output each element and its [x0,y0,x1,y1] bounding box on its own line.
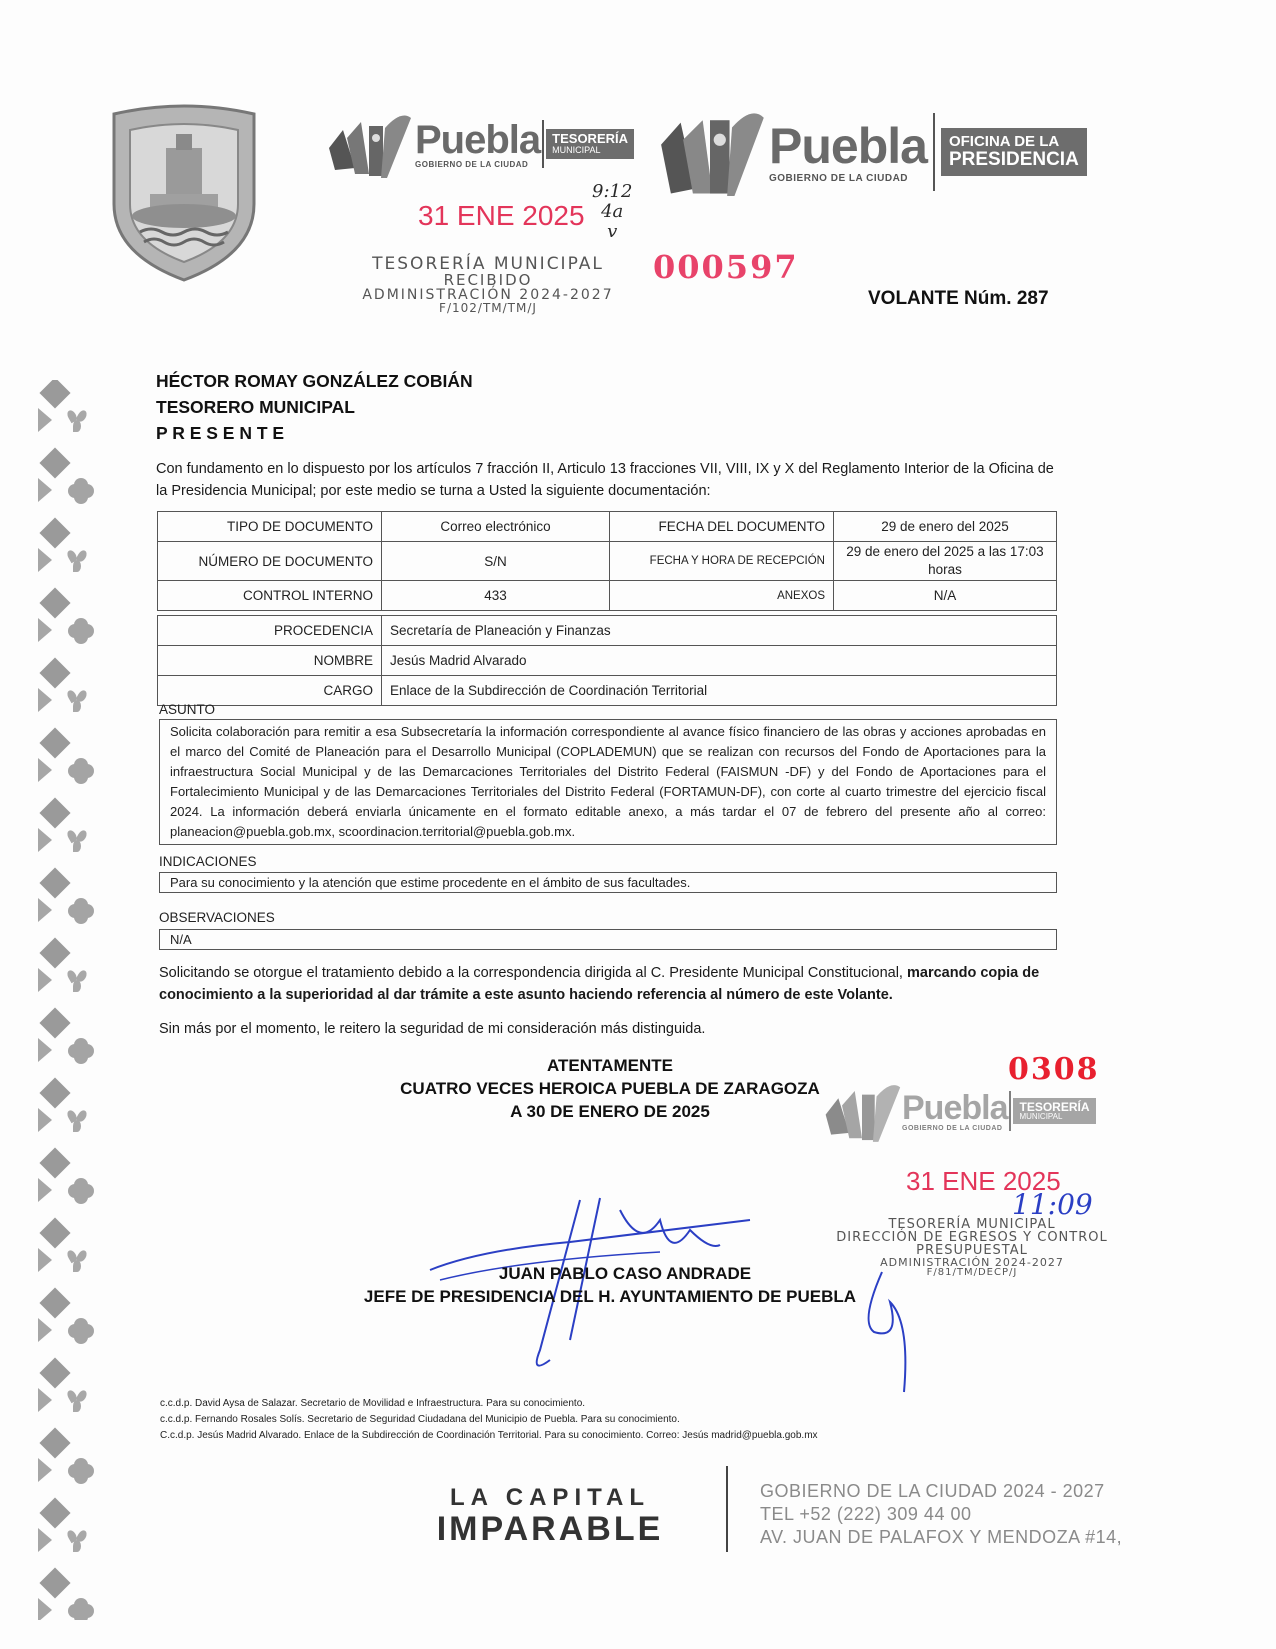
logo-subtitle: GOBIERNO DE LA CIUDAD [415,159,529,169]
table-row: CONTROL INTERNO 433 ANEXOS N/A [158,581,1057,611]
footer-divider [726,1466,728,1552]
folio-number: 000597 [653,248,799,286]
border-motif [38,730,100,800]
logo-subtitle: GOBIERNO DE LA CIUDAD [769,172,909,184]
table-row: TIPO DE DOCUMENTO Correo electrónico FECHA DEL DOCUMENTO 29 de enero del 2025 [158,512,1057,542]
border-motif [38,1220,100,1290]
dept-label-box: OFICINA DE LA PRESIDENCIA [941,128,1087,176]
border-motif [38,1570,100,1620]
asunto-text: Solicita colaboración para remitir a esa Subsecretaría la información correspondiente al avance físico financiero de las obras y acciones aprobadas en el marco del Comité de Planeación para el Desarrollo Municipal (COPLADEMUN) que se realizan con recursos del Fondo de Aportaciones para la infraestructura Social Municipal y de las Demarcaciones Territoriales del Distrito Federal (FAISMUN -DF) y del Fondo de Aportaciones para el Fortalecimiento Municipal y de las Demarcaciones Territoriales del Distrito Federal (FORTAMUN-DF), con corte al cuarto trimestre del ejercicio fiscal 2024. La información deberá enviarla únicamente en el formato editable anexo, a más tardar el 07 de febrero del presente año al correo: planeacion@puebla.gob.mx, scoordinacion.territorial@puebla.gob.mx. [159,719,1057,845]
table-row: PROCEDENCIA Secretaría de Planeación y Finanzas [158,616,1057,646]
indicaciones-text: Para su conocimiento y la atención que estime procedente en el ámbito de sus facultades. [159,872,1057,893]
decorative-side-border [38,380,100,1620]
handwritten-time: 11:09 [1012,1188,1093,1221]
recipient-name: HÉCTOR ROMAY GONZÁLEZ COBIÁN [156,371,473,391]
farewell-paragraph: Sin más por el momento, le reitero la seguridad de mi consideración más distinguida. [159,1021,706,1037]
tesoreria-logo [325,108,634,180]
puebla-wordmark: Puebla [769,117,927,174]
document-info-table [157,511,1057,611]
sign-off-block: ATENTAMENTE CUATRO VECES HEROICA PUEBLA DE ZARAGOZA A 30 DE ENERO DE 2025 [400,1056,820,1121]
received-stamp: TESORERÍA MUNICIPAL RECIBIDO ADMINISTRACIÓN 2024-2027 F/102/TM/TM/J [362,254,614,315]
border-motif [38,590,100,660]
signatory-block [360,1262,860,1308]
received-stamp-date: 31 ENE 2025 [418,200,585,231]
recipient-title: TESORERO MUNICIPAL [156,397,355,417]
presente-label: P R E S E N T E [156,423,285,443]
border-motif [38,1150,100,1220]
capital-imparable-slogan: LA CAPITAL IMPARABLE [436,1484,664,1548]
border-motif [38,660,100,730]
cc-item: C.c.d.p. Jesús Madrid Alvarado. Enlace de la Subdirección de Coordinación Territorial. Para su conocimiento. Correo: Jesús madrid@puebla.gob.mx [160,1430,818,1441]
table-row: NOMBRE Jesús Madrid Alvarado [158,646,1057,676]
border-motif [38,1080,100,1150]
table-row: CARGO Enlace de la Subdirección de Coordinación Territorial [158,676,1057,706]
asunto-label: ASUNTO [159,702,216,717]
volante-number: VOLANTE Núm. 287 [868,288,1049,309]
observaciones-text: N/A [159,929,1057,950]
signatory-name: JUAN PABLO CASO ANDRADE [498,1264,752,1283]
closing-paragraph: Solicitando se otorgue el tratamiento debido a la correspondencia dirigida al C. Presidente Municipal Constitucional, marcando copia de conocimiento a la superioridad al dar trámite a este asunto haciendo referencia al número de este Volante. [159,965,1040,1003]
border-motif [38,940,100,1010]
footer-contact: GOBIERNO DE LA CIUDAD 2024 - 2027 TEL +52 (222) 309 44 00 AV. JUAN DE PALAFOX Y MENDOZA #14, [760,1481,1123,1547]
table-row: NÚMERO DE DOCUMENTO S/N FECHA Y HORA DE RECEPCIÓN 29 de enero del 2025 a las 17:03 horas [158,542,1057,581]
cc-list [160,1396,818,1444]
observaciones-label: OBSERVACIONES [159,910,275,925]
indicaciones-label: INDICACIONES [159,854,257,869]
cc-item: c.c.d.p. Fernando Rosales Solís. Secretario de Seguridad Ciudadana del Municipio de Puebla. Para su conocimiento. [160,1414,680,1425]
origin-info-table [157,615,1057,706]
second-folio-number: 0308 [1008,1052,1100,1087]
handwritten-note: 9:12 4a v [592,181,633,242]
second-received-stamp: TESORERÍA MUNICIPAL DIRECCIÓN DE EGRESOS Y CONTROL PRESUPUESTAL ADMINISTRACIÓN 2024-2027 F/81/TM/DECP/J [836,1217,1108,1278]
puebla-city-art-icon [822,1078,902,1144]
puebla-city-art-icon [655,108,765,196]
cc-item: c.c.d.p. David Aysa de Salazar. Secretario de Movilidad e Infraestructura. Para su conocimiento. [160,1398,586,1409]
border-motif [38,870,100,940]
border-motif [38,1500,100,1570]
recipient-block [156,368,473,446]
border-motif [38,1290,100,1360]
presidencia-logo [655,108,1087,196]
border-motif [38,1360,100,1430]
puebla-wordmark: Puebla [415,117,541,162]
dept-label-box: TESORERÍA MUNICIPAL [546,129,634,158]
border-motif [38,450,100,520]
puebla-city-art-icon [325,108,413,180]
city-crest-icon [104,104,264,284]
initials-scribble-icon [860,1262,920,1402]
border-motif [38,520,100,590]
signatory-position: JEFE DE PRESIDENCIA DEL H. AYUNTAMIENTO DE PUEBLA [363,1287,857,1306]
tesoreria-logo-stamp: Puebla GOBIERNO DE LA CIUDAD TESORERÍA MUNICIPAL [822,1078,1096,1144]
border-motif [38,380,100,450]
intro-paragraph: Con fundamento en lo dispuesto por los artículos 7 fracción II, Articulo 13 fracciones VII, VIII, IX y X del Reglamento Interior de la Oficina de la Presidencia Municipal; por este medio se turna a Usted la siguiente documentación: [156,461,1054,499]
border-motif [38,800,100,870]
second-stamp-date: 31 ENE 2025 [906,1166,1061,1196]
border-motif [38,1430,100,1500]
border-motif [38,1010,100,1080]
